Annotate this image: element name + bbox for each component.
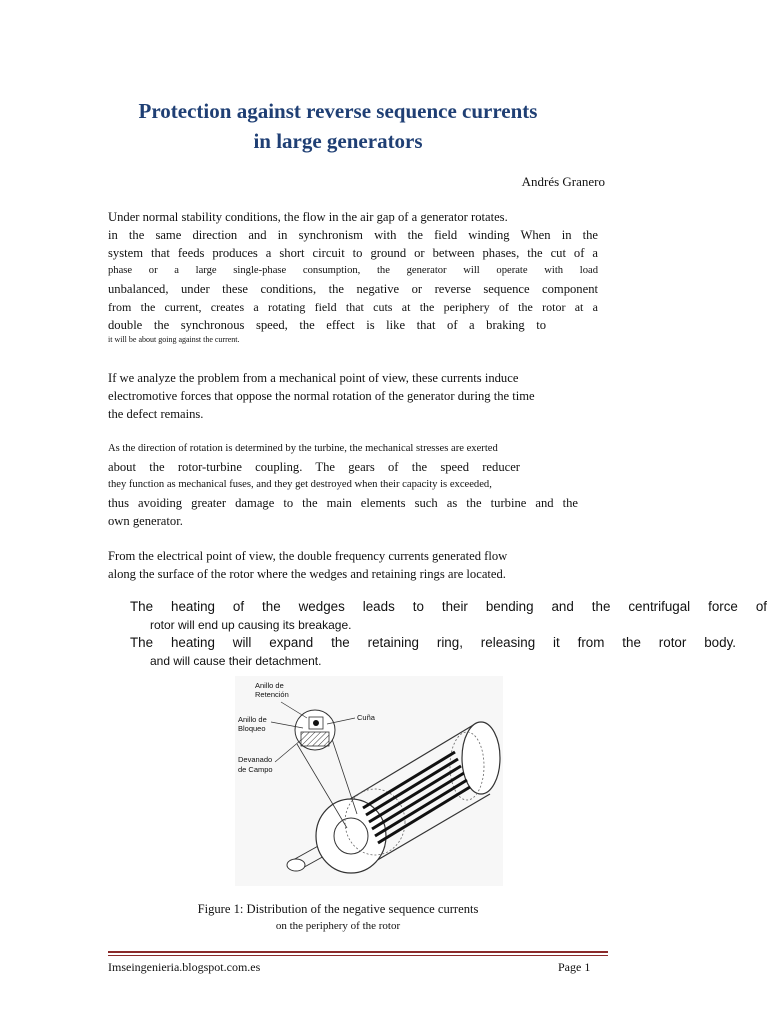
text-line: from the current, creates a rotating field that cuts at the periphery of the rotor at a	[108, 300, 598, 314]
label-wedge: Cuña	[357, 713, 375, 722]
bullet-list	[130, 598, 767, 670]
text-line: along the surface of the rotor where the wedges and retaining rings are located.	[108, 567, 506, 581]
text-line: they function as mechanical fuses, and they get destroyed when their capacity is exceeded,	[108, 479, 492, 490]
title-line-2: in large generators	[253, 129, 423, 153]
label-locking-ring: Anillo de	[238, 715, 267, 724]
text-line: electromotive forces that oppose the normal rotation of the generator during the time	[108, 389, 535, 403]
paragraph-1	[108, 208, 598, 346]
rotor-figure	[235, 676, 503, 886]
figure-caption-line-1: Figure 1: Distribution of the negative sequence currents	[197, 902, 479, 916]
label-field-winding-2: de Campo	[238, 765, 273, 774]
footer-rule-thin	[108, 955, 608, 956]
label-field-winding: Devanado	[238, 755, 273, 764]
text-line: in the same direction and in synchronism with the field winding When in the	[108, 228, 598, 242]
text-line: own generator.	[108, 514, 183, 528]
text-line: phase or a large single-phase consumption, the generator will operate with load	[108, 265, 598, 276]
text-line: thus avoiding greater damage to the main elements such as the turbine and the	[108, 496, 578, 510]
rotor-diagram	[235, 676, 503, 886]
text-line: about the rotor-turbine coupling. The gears of the speed reducer	[108, 460, 520, 474]
text-line: double the synchronous speed, the effect is like that of a braking to	[108, 318, 546, 332]
label-retaining-ring: Anillo de	[255, 681, 284, 690]
paragraph-4	[108, 547, 598, 583]
bullet-2-line-2: and will cause their detachment.	[150, 654, 322, 668]
author: Andrés Granero	[521, 174, 605, 189]
bullet-1-line-1: The heating of the wedges leads to their bending and the centrifugal force of	[130, 599, 767, 614]
label-locking-ring-2: Bloqueo	[238, 724, 266, 733]
title-line-1: Protection against reverse sequence currents	[138, 99, 538, 123]
label-retaining-ring-2: Retención	[255, 690, 289, 699]
bullet-2-line-1: The heating will expand the retaining ring, releasing it from the rotor body.	[130, 635, 736, 650]
text-line: From the electrical point of view, the double frequency currents generated flow	[108, 549, 508, 563]
footer-page-number: Page 1	[558, 960, 591, 974]
text-line: system that feeds produces a short circuit to ground or between phases, the cut of a	[108, 246, 598, 260]
document-title	[108, 96, 568, 156]
paragraph-2	[108, 369, 598, 423]
figure-caption-line-2: on the periphery of the rotor	[275, 920, 401, 932]
footer-website: Imseingenieria.blogspot.com.es	[108, 960, 261, 974]
text-line: it will be about going against the current.	[108, 335, 240, 344]
footer-rule	[108, 951, 608, 953]
text-line: As the direction of rotation is determined by the turbine, the mechanical stresses are exerted	[108, 443, 498, 454]
text-line: Under normal stability conditions, the flow in the air gap of a generator rotates.	[108, 210, 508, 224]
text-line: the defect remains.	[108, 407, 204, 421]
text-line: unbalanced, under these conditions, the negative or reverse sequence component	[108, 282, 598, 296]
text-line: If we analyze the problem from a mechanical point of view, these currents induce	[108, 371, 519, 385]
bullet-1-line-2: rotor will end up causing its breakage.	[150, 618, 352, 632]
paragraph-3	[108, 440, 598, 530]
